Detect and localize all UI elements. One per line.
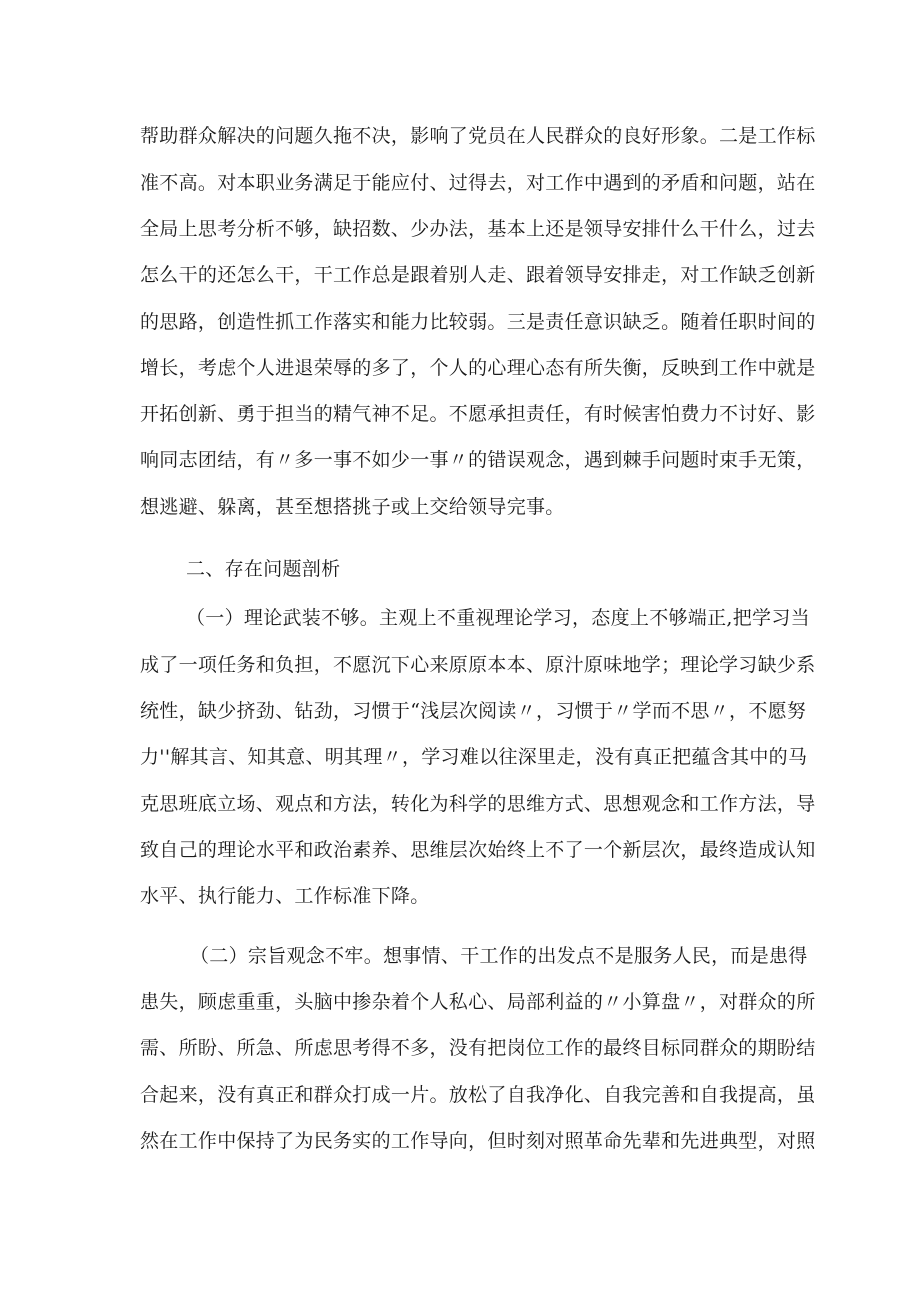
paragraph-1-line-3: 全局上思考分析不够，缺招数、少办法，基本上还是领导安排什么干什么，过去 <box>140 218 816 240</box>
paragraph-1-line-8: 响同志团结，有〃多一事不如少一事〃的错误观念，遇到棘手问题时束手无策， <box>140 449 816 471</box>
section-heading: 二、存在问题剖析 <box>186 558 341 580</box>
paragraph-3-line-3: 需、所盼、所急、所虑思考得不多，没有把岗位工作的最终目标同群众的期盼结 <box>140 1037 816 1059</box>
paragraph-1-line-1: 帮助群众解决的问题久拖不决，影响了党员在人民群众的良好形象。二是工作标 <box>140 125 816 147</box>
paragraph-1-line-6: 增长，考虑个人进退荣辱的多了，个人的心理心态有所失衡，反映到工作中就是 <box>140 357 816 379</box>
paragraph-3-line-2: 患失，顾虑重重，头脑中掺杂着个人私心、局部利益的〃小算盘〃，对群众的所 <box>140 991 816 1013</box>
paragraph-2-line-1: （一）理论武装不够。主观上不重视理论学习，态度上不够端正,把学习当 <box>186 607 810 629</box>
paragraph-3-line-4: 合起来，没有真正和群众打成一片。放松了自我净化、自我完善和自我提高，虽 <box>140 1084 816 1106</box>
paragraph-2-line-2: 成了一项任务和负担，不愿沉下心来原原本本、原汁原味地学；理论学习缺少系 <box>140 654 816 676</box>
paragraph-1-line-7: 开拓创新、勇于担当的精气神不足。不愿承担责任，有时候害怕费力不讨好、影 <box>140 403 816 425</box>
paragraph-3-line-1: （二）宗旨观念不牢。想事情、干工作的出发点不是服务人民，而是患得 <box>190 945 808 967</box>
paragraph-2-line-3: 统性，缺少挤劲、钻劲，习惯于“浅层次阅读〃，习惯于〃学而不思〃，不愿努 <box>140 700 807 722</box>
paragraph-2-line-6: 致自己的理论水平和政治素养、思维层次始终上不了一个新层次，最终造成认知 <box>140 839 816 861</box>
paragraph-1-line-9: 想逃避、躲离，甚至想搭挑子或上交给领导完事。 <box>140 496 565 518</box>
paragraph-2-line-4: 力''解其言、知其意、明其理〃，学习难以往深里走，没有真正把蕴含其中的马 <box>140 746 808 768</box>
paragraph-2-line-5: 克思班底立场、观点和方法，转化为科学的思维方式、思想观念和工作方法，导 <box>140 793 816 815</box>
paragraph-1-line-2: 准不高。对本职业务满足于能应付、过得去，对工作中遇到的矛盾和问题，站在 <box>140 172 816 194</box>
paragraph-1-line-4: 怎么干的还怎么干，干工作总是跟着别人走、跟着领导安排走，对工作缺乏创新 <box>140 264 816 286</box>
paragraph-2-line-7: 水平、执行能力、工作标准下降。 <box>140 885 430 907</box>
paragraph-1-line-5: 的思路，创造性抓工作落实和能力比较弱。三是责任意识缺乏。随着任职时间的 <box>140 311 816 333</box>
paragraph-3-line-5: 然在工作中保持了为民务实的工作导向，但时刻对照革命先辈和先进典型，对照 <box>140 1130 816 1152</box>
